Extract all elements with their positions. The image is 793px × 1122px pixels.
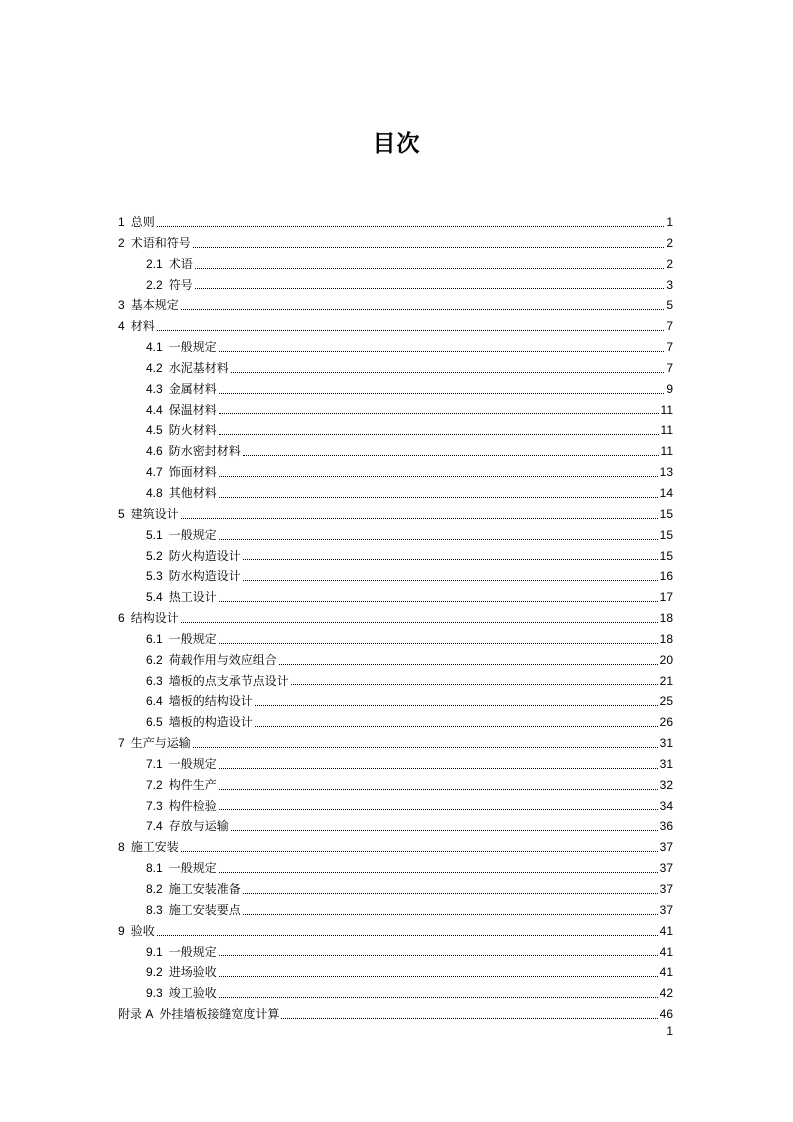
toc-subsection-entry[interactable] — [118, 587, 673, 608]
dot-leader — [219, 975, 658, 977]
toc-entry-number: 4.4 — [146, 402, 163, 417]
toc-entry-page: 36 — [659, 819, 673, 834]
dot-leader — [255, 725, 658, 727]
toc-subsection-entry[interactable] — [118, 379, 673, 400]
dot-leader — [219, 996, 658, 998]
toc-entry-number: 9.1 — [146, 944, 163, 959]
toc-entry-title: 施工安装要点 — [168, 902, 241, 917]
toc-entry-number: 9.2 — [146, 965, 163, 980]
toc-entry-title: 进场验收 — [168, 965, 217, 980]
toc-entry-page: 31 — [659, 756, 673, 771]
toc-entry-title: 墙板的点支承节点设计 — [168, 673, 289, 688]
dot-leader — [219, 496, 658, 498]
dot-leader — [219, 767, 658, 769]
toc-section-entry[interactable] — [118, 1004, 673, 1025]
toc-entry-title: 饰面材料 — [168, 465, 217, 480]
toc-subsection-entry[interactable] — [118, 962, 673, 983]
toc-entry-number: 5.2 — [146, 548, 163, 563]
toc-entry-page: 37 — [659, 882, 673, 896]
toc-entry-page: 15 — [659, 527, 673, 542]
toc-entry-number: 6.1 — [146, 631, 163, 646]
toc-entry-page: 42 — [659, 986, 673, 1001]
toc-entry-title: 存放与运输 — [168, 819, 229, 834]
toc-subsection-entry[interactable] — [118, 483, 673, 504]
toc-entry-number: 9 — [118, 923, 125, 938]
toc-entry-number: 5.1 — [146, 527, 163, 542]
toc-entry-number: 7.1 — [146, 756, 163, 771]
toc-subsection-entry[interactable] — [118, 337, 673, 358]
dot-leader — [181, 850, 658, 852]
dot-leader — [231, 829, 658, 831]
toc-entry-title: 构件生产 — [168, 777, 217, 792]
toc-entry-number: 4.1 — [146, 340, 163, 355]
dot-leader — [219, 954, 658, 956]
toc-entry-number: 5.4 — [146, 590, 163, 605]
toc-subsection-entry[interactable] — [118, 816, 673, 837]
dot-leader — [243, 913, 658, 915]
toc-entry-title: 竣工验收 — [168, 986, 217, 1001]
toc-subsection-entry[interactable] — [118, 942, 673, 963]
toc-entry-title: 一般规定 — [168, 631, 217, 646]
dot-leader — [193, 746, 658, 748]
toc-entry-page: 41 — [659, 944, 673, 959]
dot-leader — [181, 308, 665, 310]
toc-entry-number: 4.2 — [146, 360, 163, 375]
toc-section-entry[interactable] — [118, 837, 673, 858]
dot-leader — [181, 517, 658, 519]
toc-subsection-entry[interactable] — [118, 796, 673, 817]
dot-leader — [219, 392, 665, 394]
toc-entry-page: 7 — [666, 319, 673, 334]
toc-subsection-entry[interactable] — [118, 900, 673, 921]
dot-leader — [157, 934, 658, 936]
toc-entry-page: 11 — [660, 444, 673, 459]
toc-entry-page: 16 — [659, 569, 673, 584]
toc-entry-number: 5.3 — [146, 569, 163, 584]
toc-entry-number: 6.3 — [146, 673, 163, 688]
toc-subsection-entry[interactable] — [118, 754, 673, 775]
toc-entry-number: 5 — [118, 506, 125, 521]
dot-leader — [243, 558, 658, 560]
toc-entry-number: 4.6 — [146, 444, 163, 459]
toc-entry-title: 墙板的构造设计 — [168, 715, 253, 730]
toc-entry-number: 8.2 — [146, 882, 163, 896]
toc-entry-number: 4.7 — [146, 465, 163, 480]
toc-entry-page: 7 — [666, 360, 673, 375]
toc-subsection-entry[interactable] — [118, 441, 673, 462]
toc-entry-number: 6 — [118, 611, 125, 626]
toc-entry-title: 墙板的结构设计 — [168, 694, 253, 709]
dot-leader — [219, 600, 658, 602]
toc-entry-page: 5 — [666, 298, 673, 313]
dot-leader — [195, 267, 665, 269]
toc-subsection-entry[interactable] — [118, 525, 673, 546]
toc-entry-title: 防水构造设计 — [168, 569, 241, 584]
toc-entry-number: 2.1 — [146, 256, 163, 271]
toc-entry-number: 附录 A — [118, 1007, 154, 1022]
toc-entry-title: 保温材料 — [168, 402, 217, 417]
toc-entry-number: 6.4 — [146, 694, 163, 709]
toc-entry-number: 2.2 — [146, 277, 163, 292]
dot-leader — [219, 475, 658, 477]
toc-entry-number: 9.3 — [146, 986, 163, 1001]
toc-entry-number: 4 — [118, 319, 125, 334]
toc-entry-number: 8 — [118, 840, 125, 855]
dot-leader — [243, 892, 658, 894]
dot-leader — [157, 225, 665, 227]
toc-entry-title: 验收 — [130, 923, 155, 938]
toc-entry-page: 26 — [659, 715, 673, 730]
toc-entry-number: 7.3 — [146, 798, 163, 813]
toc-entry-number: 7 — [118, 736, 125, 751]
toc-subsection-entry[interactable] — [118, 254, 673, 275]
dot-leader — [279, 663, 658, 665]
toc-entry-title: 施工安装准备 — [168, 882, 241, 896]
toc-entry-title: 水泥基材料 — [168, 360, 229, 375]
toc-entry-page: 11 — [660, 423, 673, 438]
toc-entry-title: 外挂墙板接缝宽度计算 — [159, 1007, 280, 1022]
toc-subsection-entry[interactable] — [118, 420, 673, 441]
toc-subsection-entry[interactable] — [118, 566, 673, 587]
toc-section-entry[interactable] — [118, 608, 673, 629]
toc-section-entry[interactable] — [118, 233, 673, 254]
toc-entry-number: 8.1 — [146, 861, 163, 876]
toc-subsection-entry[interactable] — [118, 858, 673, 879]
dot-leader — [219, 871, 658, 873]
toc-entry-page: 46 — [659, 1007, 673, 1022]
dot-leader — [243, 454, 659, 456]
toc-entry-title: 一般规定 — [168, 944, 217, 959]
dot-leader — [219, 538, 658, 540]
toc-entry-title: 防火构造设计 — [168, 548, 241, 563]
toc-section-entry[interactable] — [118, 504, 673, 525]
toc-entry-page: 7 — [666, 340, 673, 355]
toc-entry-title: 荷载作用与效应组合 — [168, 652, 277, 667]
toc-entry-title: 术语 — [168, 256, 193, 271]
toc-entry-page: 41 — [659, 965, 673, 980]
dot-leader — [157, 329, 665, 331]
toc-subsection-entry[interactable] — [118, 671, 673, 692]
toc-entry-title: 防水密封材料 — [168, 444, 241, 459]
toc-entry-title: 生产与运输 — [130, 736, 191, 751]
toc-entry-title: 一般规定 — [168, 340, 217, 355]
dot-leader — [219, 788, 658, 790]
toc-entry-page: 14 — [659, 485, 673, 500]
toc-entry-page: 18 — [659, 631, 673, 646]
toc-entry-title: 基本规定 — [130, 298, 179, 313]
dot-leader — [219, 808, 658, 810]
dot-leader — [193, 246, 665, 248]
toc-entry-page: 17 — [659, 590, 673, 605]
table-of-contents — [118, 212, 673, 1025]
toc-subsection-entry[interactable] — [118, 775, 673, 796]
toc-entry-title: 一般规定 — [168, 861, 217, 876]
toc-entry-page: 3 — [666, 277, 673, 292]
toc-entry-title: 其他材料 — [168, 485, 217, 500]
page-number: 1 — [666, 1024, 673, 1038]
toc-entry-number: 3 — [118, 298, 125, 313]
toc-entry-page: 37 — [659, 840, 673, 855]
toc-entry-number: 1 — [118, 215, 125, 229]
toc-entry-title: 建筑设计 — [130, 506, 179, 521]
toc-entry-page: 15 — [659, 506, 673, 521]
toc-entry-page: 37 — [659, 902, 673, 917]
toc-entry-title: 一般规定 — [168, 756, 217, 771]
toc-entry-title: 金属材料 — [168, 381, 217, 396]
toc-entry-page: 31 — [659, 736, 673, 751]
toc-entry-title: 材料 — [130, 319, 155, 334]
toc-entry-page: 25 — [659, 694, 673, 709]
toc-entry-page: 32 — [659, 777, 673, 792]
toc-entry-title: 施工安装 — [130, 840, 179, 855]
toc-subsection-entry[interactable] — [118, 400, 673, 421]
toc-entry-number: 7.4 — [146, 819, 163, 834]
toc-entry-page: 1 — [666, 215, 673, 229]
toc-section-entry[interactable] — [118, 316, 673, 337]
toc-entry-number: 7.2 — [146, 777, 163, 792]
dot-leader — [281, 1017, 657, 1019]
toc-entry-title: 结构设计 — [130, 611, 179, 626]
toc-subsection-entry[interactable] — [118, 546, 673, 567]
toc-subsection-entry[interactable] — [118, 650, 673, 671]
toc-entry-title: 总则 — [130, 215, 155, 229]
toc-entry-title: 一般规定 — [168, 527, 217, 542]
page-title: 目次 — [372, 131, 421, 157]
dot-leader — [219, 433, 659, 435]
toc-entry-title: 防火材料 — [168, 423, 217, 438]
toc-entry-number: 6.5 — [146, 715, 163, 730]
toc-entry-number: 6.2 — [146, 652, 163, 667]
toc-entry-page: 41 — [659, 923, 673, 938]
toc-entry-number: 4.8 — [146, 485, 163, 500]
toc-entry-number: 4.3 — [146, 381, 163, 396]
dot-leader — [195, 287, 665, 289]
dot-leader — [291, 683, 658, 685]
toc-entry-page: 2 — [666, 256, 673, 271]
toc-section-entry[interactable] — [118, 733, 673, 754]
toc-entry-page: 18 — [659, 611, 673, 626]
toc-subsection-entry[interactable] — [118, 275, 673, 296]
toc-entry-page: 37 — [659, 861, 673, 876]
toc-entry-page: 21 — [659, 673, 673, 688]
toc-subsection-entry[interactable] — [118, 691, 673, 712]
toc-entry-number: 2 — [118, 235, 125, 250]
toc-entry-page: 11 — [660, 402, 673, 417]
toc-subsection-entry[interactable] — [118, 462, 673, 483]
dot-leader — [255, 704, 658, 706]
dot-leader — [219, 642, 658, 644]
toc-subsection-entry[interactable] — [118, 629, 673, 650]
toc-subsection-entry[interactable] — [118, 358, 673, 379]
dot-leader — [219, 412, 659, 414]
dot-leader — [243, 579, 658, 581]
toc-entry-number: 4.5 — [146, 423, 163, 438]
toc-section-entry[interactable] — [118, 295, 673, 316]
toc-entry-page: 13 — [659, 465, 673, 480]
toc-entry-title: 术语和符号 — [130, 235, 191, 250]
toc-subsection-entry[interactable] — [118, 983, 673, 1004]
dot-leader — [181, 621, 658, 623]
toc-entry-page: 20 — [659, 652, 673, 667]
dot-leader — [231, 371, 665, 373]
dot-leader — [219, 350, 665, 352]
toc-subsection-entry[interactable] — [118, 712, 673, 733]
toc-entry-page: 2 — [666, 235, 673, 250]
toc-entry-title: 构件检验 — [168, 798, 217, 813]
toc-entry-page: 34 — [659, 798, 673, 813]
toc-entry-title: 热工设计 — [168, 590, 217, 605]
toc-entry-page: 9 — [666, 381, 673, 396]
toc-entry-number: 8.3 — [146, 902, 163, 917]
toc-section-entry[interactable] — [118, 212, 673, 233]
toc-section-entry[interactable] — [118, 921, 673, 942]
toc-entry-title: 符号 — [168, 277, 193, 292]
toc-subsection-entry[interactable] — [118, 879, 673, 900]
toc-entry-page: 15 — [659, 548, 673, 563]
